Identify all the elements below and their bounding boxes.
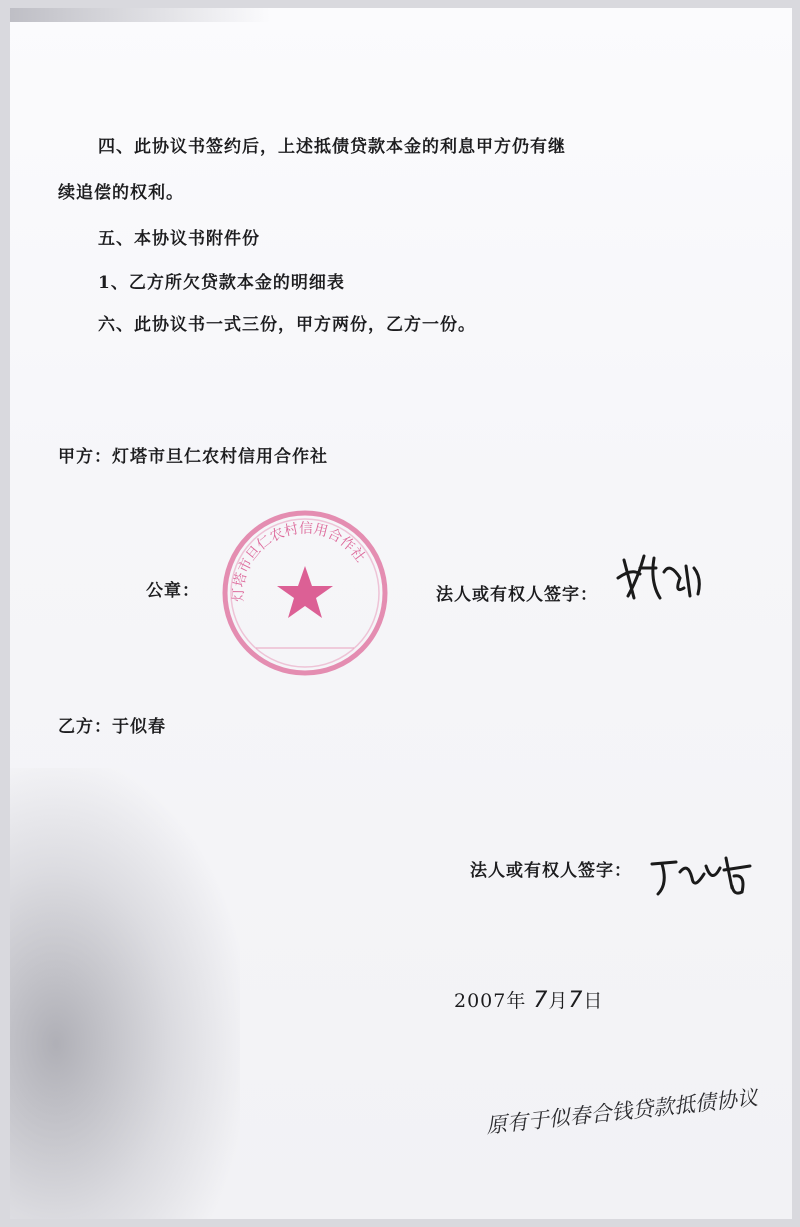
signing-date bbox=[454, 986, 603, 1013]
clause-6: 六、此协议书一式三份，甲方两份，乙方一份。 bbox=[98, 315, 476, 335]
edge-shadow bbox=[10, 8, 270, 22]
clause-5-attachment-1: 1、乙方所欠贷款本金的明细表 bbox=[98, 273, 345, 293]
party-a-signature-label: 法人或有权人签字： bbox=[436, 585, 598, 605]
handwritten-note: 原有于似春合钱贷款抵债协议 bbox=[484, 1085, 759, 1138]
date-year: 2007年 bbox=[454, 990, 527, 1012]
date-month-unit: 月 bbox=[548, 990, 569, 1012]
date-month: 7 bbox=[533, 988, 549, 1013]
clause-4-line-1: 四、此协议书签约后，上述抵债贷款本金的利息甲方仍有继 bbox=[98, 137, 566, 157]
clause-4-line-2: 续追偿的权利。 bbox=[58, 183, 184, 203]
party-a-signature bbox=[610, 538, 710, 610]
date-day: 7 bbox=[568, 988, 584, 1013]
clause-5: 五、本协议书附件份 bbox=[98, 229, 260, 249]
party-b-label: 乙方：于似春 bbox=[58, 717, 166, 737]
date-day-unit: 日 bbox=[583, 990, 604, 1012]
finger-shadow bbox=[10, 768, 240, 1219]
document-page bbox=[10, 8, 792, 1219]
seal-star-icon bbox=[277, 566, 333, 618]
seal-label: 公章： bbox=[146, 581, 200, 601]
party-a-label: 甲方：灯塔市旦仁农村信用合作社 bbox=[58, 447, 328, 467]
party-b-signature bbox=[646, 844, 766, 904]
seal-text: 灯塔市旦仁农村信用合作社 bbox=[230, 520, 369, 602]
party-b-signature-label: 法人或有权人签字： bbox=[470, 861, 632, 881]
official-seal bbox=[216, 508, 394, 678]
